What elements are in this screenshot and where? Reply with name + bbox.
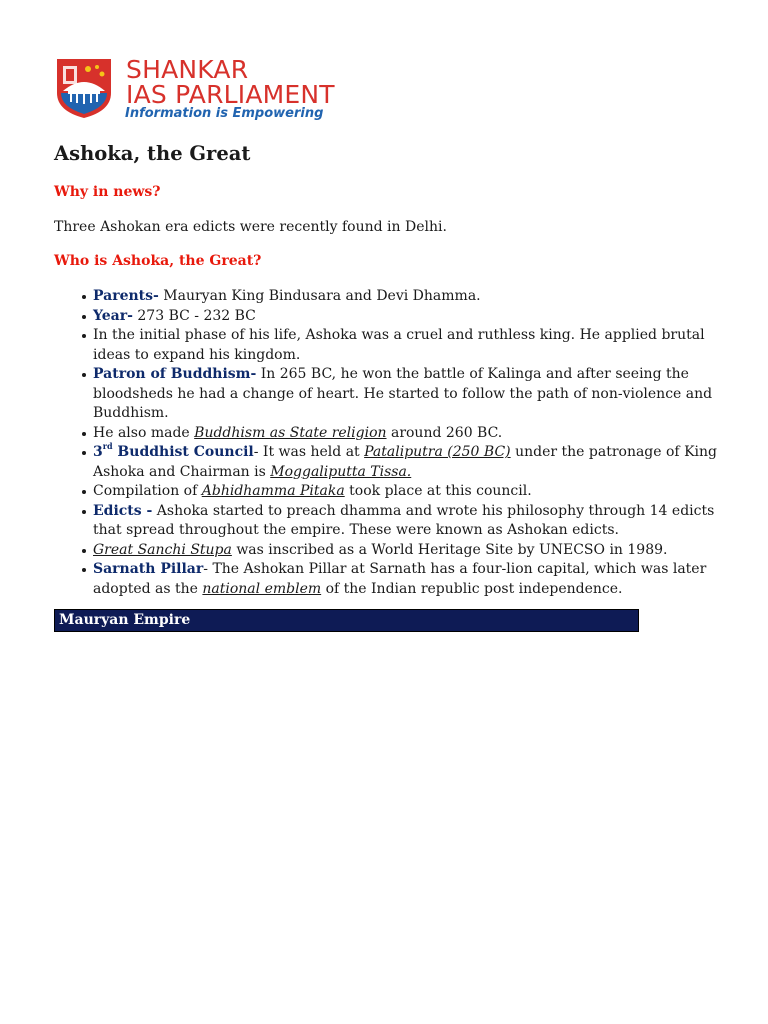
- year-label: Year-: [93, 307, 133, 324]
- list-item-initial-phase: [93, 326, 718, 365]
- council-ordinal: rd: [102, 441, 113, 451]
- edicts-text: Ashoka started to preach dhamma and wrote his philosophy through 14 edicts that spread throughout the empire. These were known as Ashokan edicts.: [93, 502, 715, 538]
- state-religion-post: around 260 BC.: [386, 424, 503, 441]
- logo-brand-line1: SHANKAR: [126, 55, 249, 84]
- moggaliputta-link: Moggaliputta Tissa.: [270, 463, 412, 480]
- sarnath-label: Sarnath Pillar: [93, 561, 204, 577]
- list-item-compilation: [93, 482, 718, 502]
- list-item-sarnath: [93, 560, 718, 599]
- facts-list: [93, 287, 718, 599]
- list-item-council: [93, 443, 718, 482]
- parents-label: Parents-: [93, 288, 159, 304]
- logo-brand-line2: IAS PARLIAMENT: [126, 80, 335, 109]
- state-religion-link: Buddhism as State religion: [194, 424, 387, 441]
- list-item-sanchi: [93, 541, 718, 561]
- sarnath-post: of the Indian republic post independence.: [321, 580, 623, 597]
- year-text: 273 BC - 232 BC: [132, 307, 256, 324]
- who-is-ashoka-heading: Who is Ashoka, the Great?: [54, 253, 262, 269]
- list-item-edicts: [93, 502, 718, 541]
- why-in-news-heading: Why in news?: [54, 184, 161, 200]
- edicts-label: Edicts -: [93, 502, 153, 519]
- compilation-post: took place at this council.: [344, 483, 532, 499]
- section-header-bar: [54, 609, 639, 632]
- council-mid: under the patronage of King Ashoka and Chairman is: [93, 444, 717, 480]
- list-item-year: [93, 307, 718, 327]
- patron-label: Patron of Buddhism-: [93, 366, 257, 382]
- state-religion-pre: He also made: [93, 424, 195, 441]
- why-in-news-text: Three Ashokan era edicts were recently found in Delhi.: [54, 219, 447, 235]
- initial-phase-text: In the initial phase of his life, Ashoka was a cruel and ruthless king. He applied brutal ideas to expand his kingdom.: [93, 327, 705, 363]
- abhidhamma-link: Abhidhamma Pitaka: [201, 483, 345, 499]
- page-title: Ashoka, the Great: [54, 142, 251, 165]
- logo: [55, 56, 395, 126]
- council-number: 3: [93, 444, 103, 460]
- sarnath-pre: - The Ashokan Pillar at Sarnath has a four-lion capital, which was later adopted as the: [93, 561, 707, 597]
- compilation-pre: Compilation of: [93, 483, 202, 499]
- list-item-state-religion: [93, 424, 718, 444]
- list-item-patron: [93, 365, 718, 424]
- parents-text: Mauryan King Bindusara and Devi Dhamma.: [158, 288, 481, 304]
- section-header-title: Mauryan Empire: [59, 612, 191, 628]
- sanchi-post: was inscribed as a World Heritage Site by UNECSO in 1989.: [231, 541, 668, 558]
- pataliputra-link: Pataliputra (250 BC): [364, 444, 511, 460]
- logo-tagline: Information is Empowering: [125, 106, 324, 121]
- council-label: Buddhist Council: [112, 444, 254, 460]
- council-pre: - It was held at: [253, 444, 365, 460]
- patron-text: In 265 BC, he won the battle of Kalinga and after seeing the bloodsheds he had a change of heart. He started to follow the path of non-violence and Buddhism.: [93, 366, 713, 421]
- sanchi-link: Great Sanchi Stupa: [93, 541, 232, 558]
- national-emblem-link: national emblem: [202, 580, 322, 597]
- list-item-parents: [93, 287, 718, 307]
- parliament-emblem-icon: [55, 57, 113, 119]
